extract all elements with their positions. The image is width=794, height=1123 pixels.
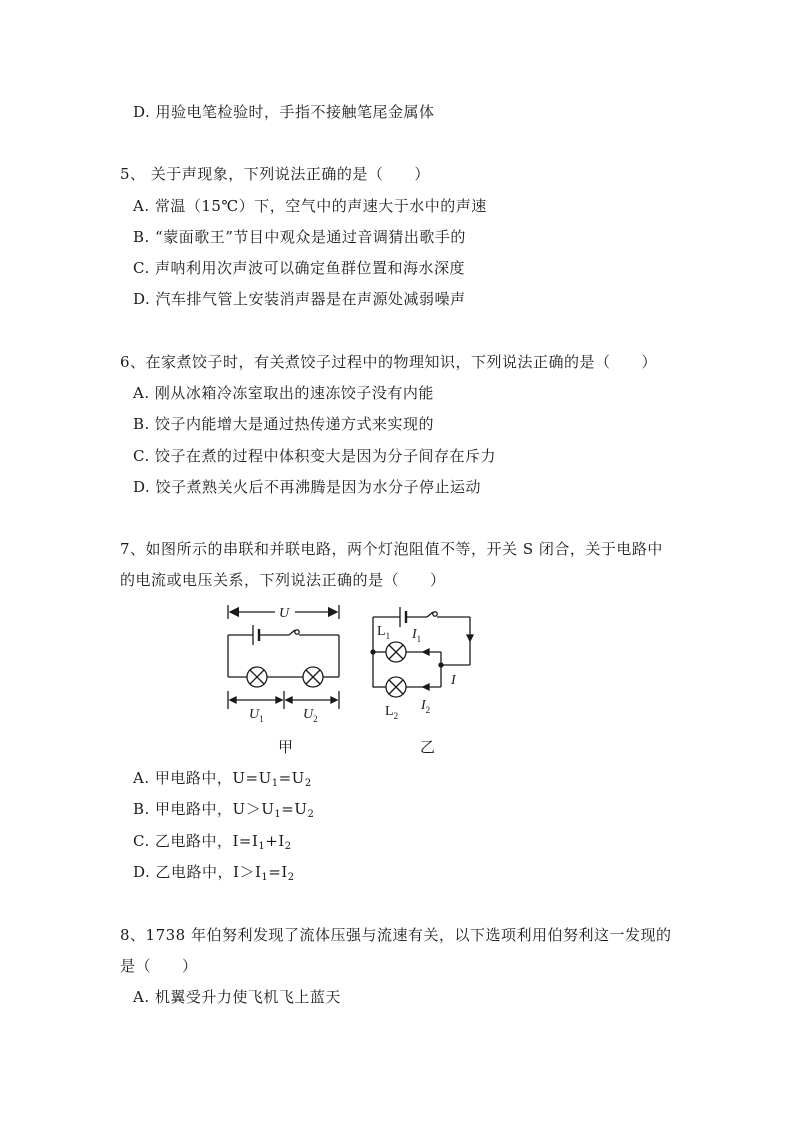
question-6-option-d: D. 饺子煮熟关火后不再沸腾是因为水分子停止运动: [133, 478, 482, 496]
question-5-option-b: B. “蒙面歌王”节目中观众是通过音调猜出歌手的: [133, 228, 466, 246]
label-u2: $U_2$: [303, 707, 318, 724]
question-8-option-a: A. 机翼受升力使飞机飞上蓝天: [133, 988, 341, 1006]
prev-question-option-d: D. 用验电笔检验时，手指不接触笔尾金属体: [133, 103, 435, 121]
figure-caption-jia: 甲: [278, 738, 294, 756]
label-i1: $I_1$: [412, 627, 422, 644]
parallel-circuit: [371, 607, 473, 697]
label-u: U: [279, 606, 290, 621]
label-i2: $I_2$: [421, 698, 431, 715]
question-6-option-b: B. 饺子内能增大是通过热传递方式来实现的: [133, 415, 435, 433]
question-8-stem-line-2: 是（ ）: [120, 957, 198, 975]
question-7-option-b: B. 甲电路中，$U>U_1=U_2$: [133, 800, 315, 820]
circuit-diagram: [215, 597, 505, 732]
question-7-option-a: A. 甲电路中，$U=U_1=U_2$: [133, 769, 312, 789]
question-5-option-a: A. 常温（15℃）下，空气中的声速大于水中的声速: [133, 197, 487, 215]
question-8-stem-line-1: 8、1738 年伯努利发现了流体压强与流速有关，以下选项利用伯努利这一发现的: [120, 926, 672, 944]
question-7-option-d: D. 乙电路中，$I>I_1=I_2$: [133, 863, 295, 883]
question-6-stem: 6、在家煮饺子时，有关煮饺子过程中的物理知识，下列说法正确的是（ ）: [120, 353, 658, 371]
label-l1: $L_1$: [377, 624, 391, 641]
figure-caption-yi: 乙: [420, 738, 436, 756]
question-5-option-c: C. 声呐利用次声波可以确定鱼群位置和海水深度: [133, 259, 465, 277]
question-5-stem: 5、 关于声现象，下列说法正确的是（ ）: [120, 165, 430, 183]
label-u1: $U_1$: [249, 707, 264, 724]
question-7-option-c: C. 乙电路中，$I=I_1+I_2$: [133, 832, 292, 852]
label-l2: $L_2$: [385, 704, 399, 721]
question-7-stem-line-2: 的电流或电压关系，下列说法正确的是（ ）: [120, 571, 446, 589]
label-i: I: [451, 673, 456, 688]
question-5-option-d: D. 汽车排气管上安装消声器是在声源处减弱噪声: [133, 290, 466, 308]
question-6-option-a: A. 刚从冰箱冷冻室取出的速冻饺子没有内能: [133, 384, 434, 402]
question-7-stem-line-1: 7、如图所示的串联和并联电路，两个灯泡阻值不等，开关 S 闭合，关于电路中: [120, 540, 663, 558]
question-6-option-c: C. 饺子在煮的过程中体积变大是因为分子间存在斥力: [133, 447, 496, 465]
